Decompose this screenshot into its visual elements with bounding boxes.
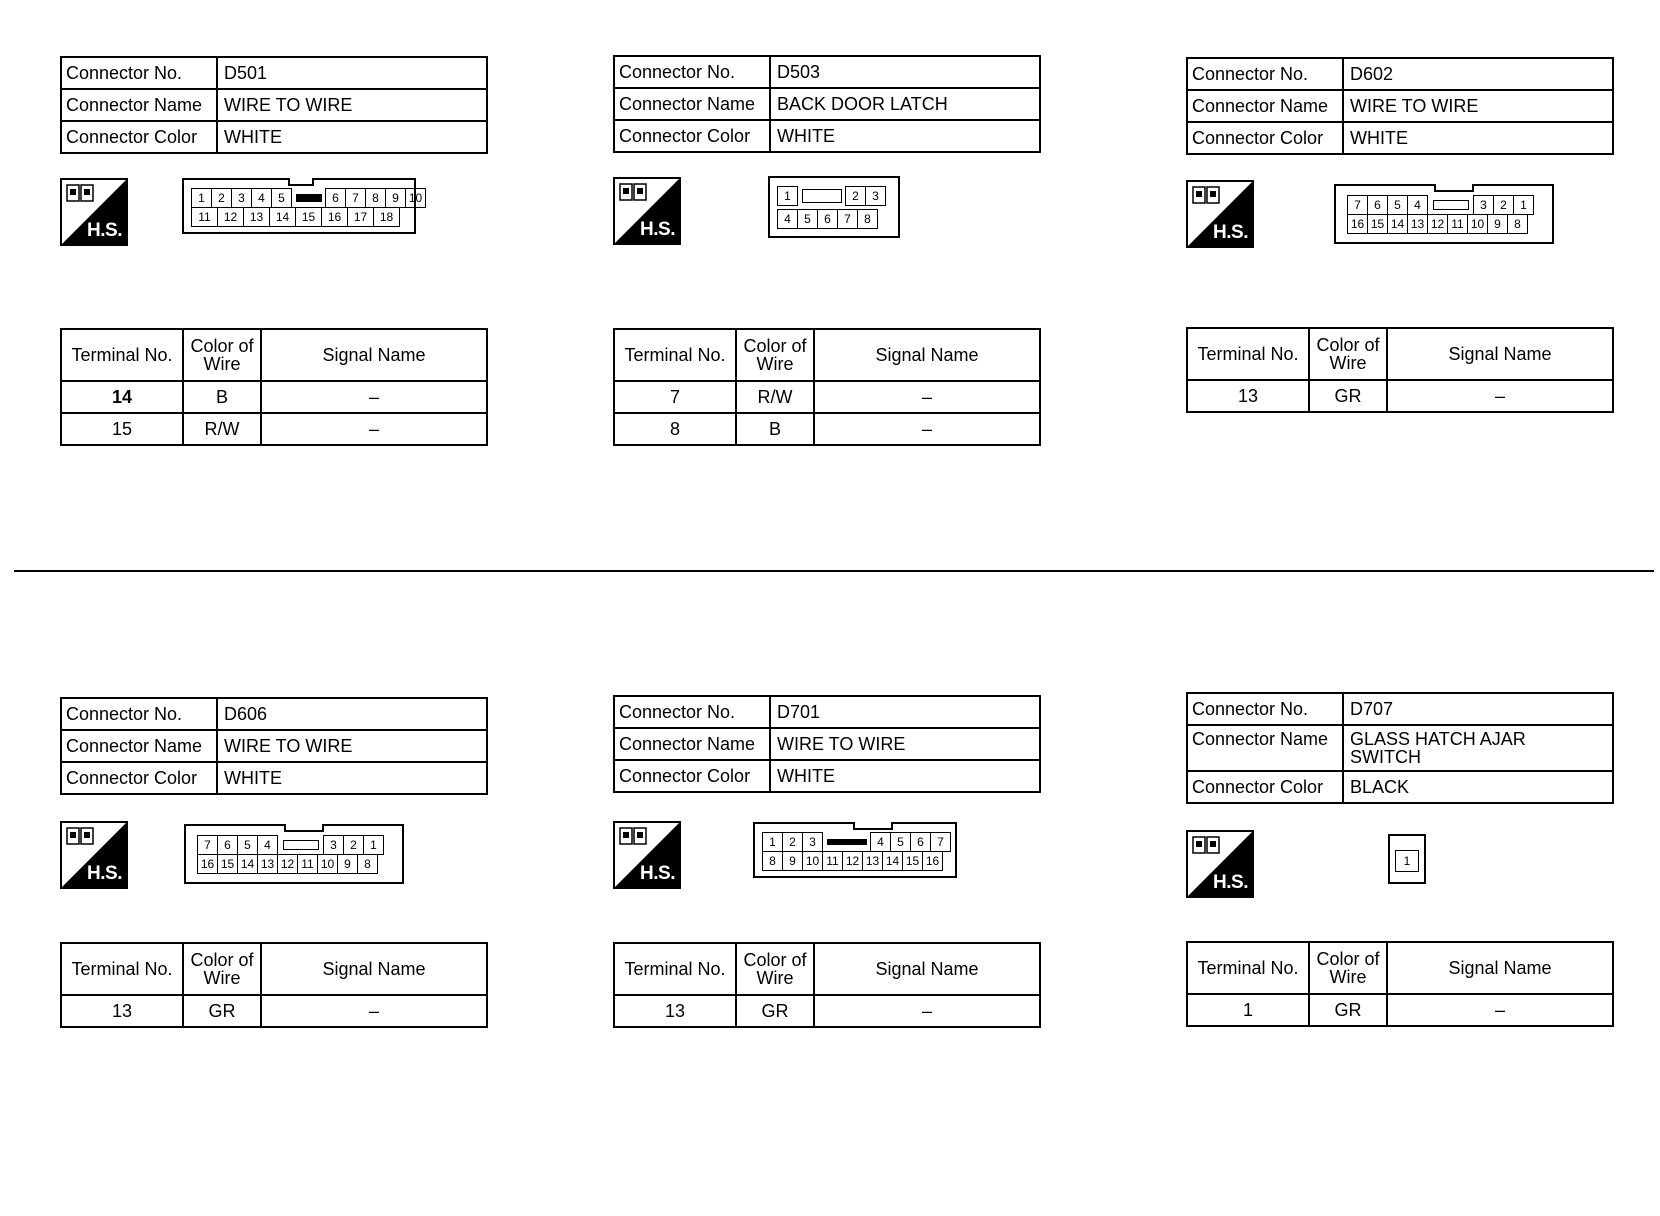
table-row [61,413,487,445]
signal-name-cell: – [814,381,1040,413]
connector-color-value: WHITE [770,760,1040,792]
connector-panel-d701 [613,695,1053,1135]
connector-face-d501 [182,178,423,234]
terminal-cell: 5 [237,835,258,855]
connector-no-value: D602 [1343,58,1613,90]
connector-info-table [60,56,488,154]
connector-no-label: Connector No. [1187,58,1343,90]
terminal-cell: 3 [865,186,886,206]
terminal-no-cell: 13 [1187,380,1309,412]
wire-color-header: Color of Wire [736,943,814,995]
connector-face-d602 [1334,184,1554,244]
connector-panel-d707 [1186,692,1626,1132]
connector-name-value: WIRE TO WIRE [217,730,487,762]
terminal-row-bottom [198,854,378,874]
harness-side-icon [1186,180,1254,248]
signal-name-header: Signal Name [261,329,487,381]
table-row [614,413,1040,445]
terminal-cell: 1 [1513,195,1534,215]
terminal-cell: 17 [347,207,374,227]
terminal-cell: 15 [217,854,238,874]
terminal-cell: 8 [1507,214,1528,234]
wire-color-cell: GR [1309,380,1387,412]
lock-tab [278,835,324,855]
wire-color-header: Color of Wire [1309,328,1387,380]
harness-side-icon [613,821,681,889]
terminal-no-header: Terminal No. [61,329,183,381]
terminal-cell: 3 [1473,195,1494,215]
terminal-cell: 11 [822,851,843,871]
connector-no-value: D707 [1343,693,1613,725]
connector-no-label: Connector No. [614,56,770,88]
terminal-cell: 15 [902,851,923,871]
terminal-cell: 4 [251,188,272,208]
terminal-cell: 14 [237,854,258,874]
hs-label: H.S. [87,863,122,884]
terminal-cell: 2 [343,835,364,855]
terminal-cell: 12 [277,854,298,874]
terminal-cell: 10 [405,188,426,208]
lock-tab [1428,195,1474,215]
terminal-table [60,328,488,446]
terminal-cell: 5 [1387,195,1408,215]
terminal-cell: 8 [762,851,783,871]
hs-label: H.S. [87,220,122,241]
terminal-cell: 3 [231,188,252,208]
table-row [61,381,487,413]
terminal-no-header: Terminal No. [1187,942,1309,994]
connector-panel-d501 [60,56,500,496]
connector-no-value: D701 [770,696,1040,728]
connector-name-label: Connector Name [614,88,770,120]
wire-color-cell: R/W [183,413,261,445]
wire-color-cell: R/W [736,381,814,413]
terminal-no-cell: 1 [1187,994,1309,1026]
terminal-cell: 7 [1347,195,1368,215]
terminal-row-top [192,188,426,208]
terminal-cell: 16 [922,851,943,871]
terminal-no-header: Terminal No. [61,943,183,995]
table-row [1187,994,1613,1026]
terminal-cell: 4 [257,835,278,855]
terminal-cell: 4 [777,209,798,229]
terminal-cell: 9 [782,851,803,871]
terminal-no-cell: 13 [61,995,183,1027]
terminal-cell: 18 [373,207,400,227]
connector-face-d707 [1388,834,1426,884]
terminal-cell: 12 [217,207,244,227]
harness-side-icon [60,821,128,889]
connector-name-value: WIRE TO WIRE [1343,90,1613,122]
connector-color-value: WHITE [770,120,1040,152]
connector-no-label: Connector No. [61,698,217,730]
terminal-cell: 6 [217,835,238,855]
wire-color-header: Color of Wire [1309,942,1387,994]
connector-color-label: Connector Color [1187,122,1343,154]
connector-no-label: Connector No. [1187,693,1343,725]
connector-no-label: Connector No. [61,57,217,89]
terminal-cell: 8 [365,188,386,208]
terminal-cell: 2 [782,832,803,852]
terminal-cell: 10 [317,854,338,874]
terminal-no-cell: 15 [61,413,183,445]
harness-side-icon [60,178,128,246]
table-row [614,995,1040,1027]
terminal-cell: 5 [271,188,292,208]
terminal-cell: 6 [325,188,346,208]
terminal-row-bottom [1348,214,1528,234]
connector-info-table [613,55,1041,153]
connector-name-label: Connector Name [1187,725,1343,771]
signal-name-header: Signal Name [261,943,487,995]
connector-no-value: D501 [217,57,487,89]
connector-no-value: D606 [217,698,487,730]
connector-color-label: Connector Color [614,760,770,792]
terminal-cell: 2 [845,186,866,206]
terminal-cell: 13 [257,854,278,874]
connector-color-label: Connector Color [614,120,770,152]
connector-color-value: WHITE [217,121,487,153]
terminal-no-cell: 7 [614,381,736,413]
terminal-cell: 6 [1367,195,1388,215]
connector-color-label: Connector Color [61,121,217,153]
terminal-cell: 11 [1447,214,1468,234]
hs-label: H.S. [1213,222,1248,243]
terminal-cell: 12 [842,851,863,871]
terminal-cell: 8 [857,209,878,229]
terminal-table [1186,327,1614,413]
terminal-row-bottom [192,207,400,227]
signal-name-header: Signal Name [1387,942,1613,994]
hs-label: H.S. [640,219,675,240]
terminal-cell: 9 [337,854,358,874]
connector-color-value: BLACK [1343,771,1613,803]
connector-info-table [60,697,488,795]
terminal-table [1186,941,1614,1027]
terminal-cell: 7 [930,832,951,852]
terminal-no-header: Terminal No. [614,329,736,381]
connector-name-label: Connector Name [1187,90,1343,122]
wire-color-cell: GR [1309,994,1387,1026]
terminal-cell: 5 [797,209,818,229]
terminal-cell: 2 [1493,195,1514,215]
terminal-cell: 4 [870,832,891,852]
terminal-cell: 9 [1487,214,1508,234]
connector-name-value: GLASS HATCH AJAR SWITCH [1343,725,1613,771]
terminal-cell: 8 [357,854,378,874]
terminal-cell: 11 [191,207,218,227]
connector-name-label: Connector Name [61,730,217,762]
connector-color-label: Connector Color [61,762,217,794]
terminal-cell: 1 [1395,850,1419,872]
connector-panel-d503 [613,55,1053,495]
terminal-cell: 7 [197,835,218,855]
connector-no-label: Connector No. [614,696,770,728]
terminal-table [60,942,488,1028]
wire-color-header: Color of Wire [183,329,261,381]
signal-name-cell: – [814,413,1040,445]
terminal-no-header: Terminal No. [1187,328,1309,380]
terminal-cell: 9 [385,188,406,208]
terminal-row-top [1396,850,1419,872]
terminal-row-top [1348,195,1534,215]
terminal-cell: 13 [243,207,270,227]
signal-name-cell: – [261,413,487,445]
terminal-cell: 13 [862,851,883,871]
connector-name-label: Connector Name [614,728,770,760]
wire-color-cell: B [183,381,261,413]
terminal-cell: 11 [297,854,318,874]
connector-name-value: BACK DOOR LATCH [770,88,1040,120]
terminal-cell: 5 [890,832,911,852]
terminal-cell: 14 [269,207,296,227]
terminal-cell: 7 [345,188,366,208]
terminal-cell: 16 [321,207,348,227]
table-row [614,381,1040,413]
wire-color-cell: GR [736,995,814,1027]
terminal-cell: 10 [802,851,823,871]
terminal-cell: 1 [191,188,212,208]
signal-name-cell: – [261,381,487,413]
lock-tab [823,832,871,852]
terminal-cell: 12 [1427,214,1448,234]
terminal-cell: 14 [1387,214,1408,234]
terminal-cell: 4 [1407,195,1428,215]
connector-face-d503 [768,176,900,238]
connector-color-value: WHITE [217,762,487,794]
connector-name-label: Connector Name [61,89,217,121]
terminal-cell: 6 [817,209,838,229]
terminal-row-bottom [763,851,943,871]
terminal-no-cell: 8 [614,413,736,445]
signal-name-header: Signal Name [814,943,1040,995]
terminal-row-bottom [778,209,878,229]
connector-info-table [1186,57,1614,155]
connector-info-table [1186,692,1614,804]
terminal-cell: 16 [197,854,218,874]
connector-color-label: Connector Color [1187,771,1343,803]
terminal-no-cell: 13 [614,995,736,1027]
terminal-cell: 6 [910,832,931,852]
terminal-cell: 1 [762,832,783,852]
signal-name-header: Signal Name [1387,328,1613,380]
hs-label: H.S. [640,863,675,884]
terminal-cell: 10 [1467,214,1488,234]
wire-color-header: Color of Wire [736,329,814,381]
signal-name-cell: – [1387,994,1613,1026]
connector-face-d606 [184,824,404,884]
terminal-no-header: Terminal No. [614,943,736,995]
terminal-cell: 3 [323,835,344,855]
terminal-table [613,942,1041,1028]
connector-panel-d602 [1186,57,1626,497]
section-divider [14,570,1654,572]
terminal-cell: 1 [777,186,798,206]
terminal-cell: 2 [211,188,232,208]
terminal-row-top [778,186,886,206]
terminal-cell: 16 [1347,214,1368,234]
connector-no-value: D503 [770,56,1040,88]
harness-side-icon [613,177,681,245]
terminal-cell: 15 [1367,214,1388,234]
connector-panel-d606 [60,697,500,1137]
wire-color-cell: B [736,413,814,445]
connector-info-table [613,695,1041,793]
hs-label: H.S. [1213,872,1248,893]
signal-name-header: Signal Name [814,329,1040,381]
table-row [61,995,487,1027]
lock-tab [292,188,326,208]
connector-name-value: WIRE TO WIRE [770,728,1040,760]
connector-face-d701 [753,822,957,878]
table-row [1187,380,1613,412]
harness-side-icon [1186,830,1254,898]
terminal-row-top [763,832,951,852]
terminal-cell: 1 [363,835,384,855]
connector-color-value: WHITE [1343,122,1613,154]
terminal-row-top [198,835,384,855]
signal-name-cell: – [261,995,487,1027]
terminal-cell: 7 [837,209,858,229]
terminal-cell: 13 [1407,214,1428,234]
connector-name-value: WIRE TO WIRE [217,89,487,121]
signal-name-cell: – [814,995,1040,1027]
wire-color-header: Color of Wire [183,943,261,995]
terminal-cell: 14 [882,851,903,871]
signal-name-cell: – [1387,380,1613,412]
terminal-cell: 15 [295,207,322,227]
wire-color-cell: GR [183,995,261,1027]
terminal-table [613,328,1041,446]
lock-tab [798,186,846,206]
terminal-no-cell: 14 [61,381,183,413]
terminal-cell: 3 [802,832,823,852]
